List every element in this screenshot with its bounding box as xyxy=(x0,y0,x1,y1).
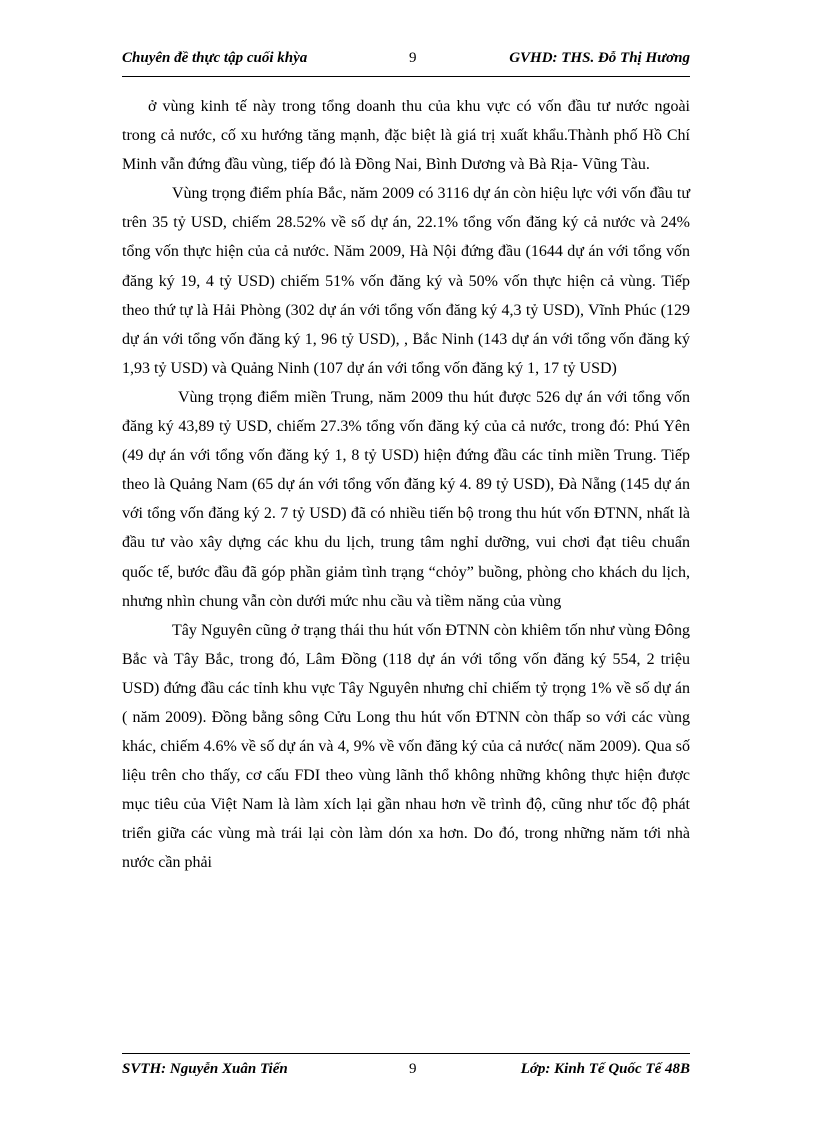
header-supervisor: GVHD: THS. Đỗ Thị Hương xyxy=(509,50,690,66)
paragraph-3: Vùng trọng điểm miền Trung, năm 2009 thu hút được 526 dự án với tổng vốn đăng ký 43,89 tỷ USD, chiếm 27.3% tổng vốn đăng ký của cả nước, trong đó: Phú Yên (49 dự án với tổng vốn đăng ký 1, 8 tỷ USD) hiện đứng đầu các tỉnh miền Trung. Tiếp theo là Quảng Nam (65 dự án với tổng vốn đăng ký 4. 89 tỷ USD), Đà Nẵng (145 dự án với tổng vốn đăng ký 2. 7 tỷ USD) đã có nhiều tiến bộ trong thu hút vốn ĐTNN, nhất là đầu tư vào xây dựng các khu du lịch, trung tâm nghỉ dưỡng, vui chơi đạt tiêu chuẩn quốc tế, bước đầu đã góp phần giảm tình trạng “chỏy” buồng, phòng cho khách du lịch, nhưng nhìn chung vẫn còn dưới mức nhu cầu và tiềm năng của vùng xyxy=(122,388,690,610)
header-title: Chuyên đề thực tập cuối khỳa xyxy=(122,50,308,66)
document-body xyxy=(122,92,690,878)
footer-class: Lớp: Kinh Tế Quốc Tế 48B xyxy=(520,1061,690,1077)
footer-page-number: 9 xyxy=(409,1061,417,1077)
footer-student: SVTH: Nguyễn Xuân Tiến xyxy=(122,1061,288,1077)
paragraph-1: ở vùng kinh tế này trong tổng doanh thu của khu vực có vốn đầu tư nước ngoài trong cả nước, cố xu hướng tăng mạnh, đặc biệt là giá trị xuất khẩu.Thành phố Hồ Chí Minh vẫn đứng đầu vùng, tiếp đó là Đồng Nai, Bình Dương và Bà Rịa- Vũng Tàu. xyxy=(122,98,690,174)
paragraph-2: Vùng trọng điểm phía Bắc, năm 2009 có 3116 dự án còn hiệu lực với vốn đầu tư trên 35 tỷ USD, chiếm 28.52% về số dự án, 22.1% tổng vốn đăng ký cả nước và 24% tổng vốn thực hiện của cả nước. Năm 2009, Hà Nội đứng đầu (1644 dự án với tổng vốn đăng ký 19, 4 tỷ USD) chiếm 51% vốn đăng ký và 50% vốn thực hiện cả vùng. Tiếp theo thứ tự là Hải Phòng (302 dự án với tổng vốn đăng ký 4,3 tỷ USD), Vĩnh Phúc (129 dự án với tổng vốn đăng ký 1, 96 tỷ USD), , Bắc Ninh (143 dự án với tổng vốn đăng ký 1,93 tỷ USD) và Quảng Ninh (107 dự án với tổng vốn đăng ký 1, 17 tỷ USD) xyxy=(122,185,690,377)
footer-rule xyxy=(122,1053,690,1054)
paragraph-4: Tây Nguyên cũng ở trạng thái thu hút vốn ĐTNN còn khiêm tốn như vùng Đông Bắc và Tây Bắc, trong đó, Lâm Đồng (118 dự án với tổng vốn đăng ký 554, 2 triệu USD) đứng đầu các tỉnh khu vực Tây Nguyên nhưng chỉ chiếm tỷ trọng 1% về số dự án ( năm 2009). Đồng bằng sông Cửu Long thu hút vốn ĐTNN còn thấp so với các vùng khác, chiếm 4.6% về số dự án và 4, 9% về vốn đăng ký của cả nước( năm 2009). Qua số liệu trên cho thấy, cơ cấu FDI theo vùng lãnh thổ không những không thực hiện được mục tiêu của Việt Nam là làm xích lại gần nhau hơn về trình độ, cũng như tốc độ phát triển giữa các vùng mà trái lại còn làm dón xa hơn. Do đó, trong những năm tới nhà nước cần phải xyxy=(122,621,690,872)
page-header xyxy=(122,47,690,71)
page-footer xyxy=(122,1058,690,1082)
header-rule xyxy=(122,76,690,77)
header-page-number: 9 xyxy=(409,50,417,66)
